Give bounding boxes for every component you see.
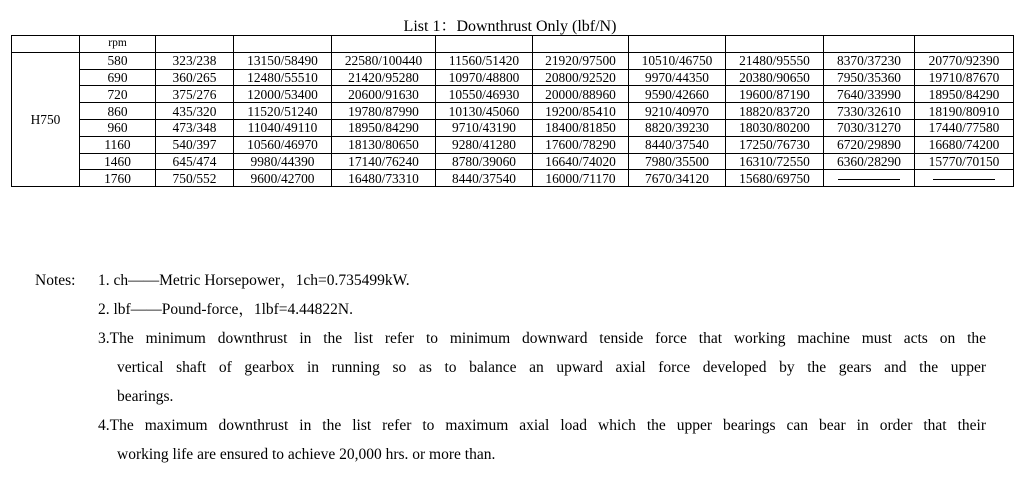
value-cell: 9970/44350: [629, 69, 726, 86]
value-cell: 20600/91630: [332, 86, 436, 103]
list-title: List 1：Downthrust Only (lbf/N): [403, 18, 617, 35]
value-cell: 7030/31270: [824, 119, 915, 136]
empty-header-cell: [234, 36, 332, 53]
value-cell: 9280/41280: [436, 136, 533, 153]
value-cell: 20380/90650: [726, 69, 824, 86]
value-cell: 9980/44390: [234, 153, 332, 170]
value-cell: 10130/45060: [436, 103, 533, 120]
value-cell: 360/265: [156, 69, 234, 86]
value-cell: 20770/92390: [915, 52, 1014, 69]
note-3-line-3: bearings.: [117, 388, 174, 405]
table-row: [12, 69, 1014, 86]
table-row: [12, 153, 1014, 170]
value-cell: 17140/76240: [332, 153, 436, 170]
empty-header-cell: [533, 36, 629, 53]
value-cell: 18950/84290: [915, 86, 1014, 103]
value-cell: 6360/28290: [824, 153, 915, 170]
value-cell: 10560/46970: [234, 136, 332, 153]
table-body: [12, 36, 1014, 187]
value-cell: 10550/46930: [436, 86, 533, 103]
empty-header-cell: [726, 36, 824, 53]
value-cell: 8820/39230: [629, 119, 726, 136]
downthrust-table: [11, 35, 1014, 187]
value-cell: 10970/48800: [436, 69, 533, 86]
rpm-cell: 860: [80, 103, 156, 120]
value-cell: 20800/92520: [533, 69, 629, 86]
value-cell: 9590/42660: [629, 86, 726, 103]
value-cell: 9710/43190: [436, 119, 533, 136]
note-4-line-2: working life are ensured to achieve 20,000 hrs. or more than.: [117, 446, 496, 463]
value-cell: 18190/80910: [915, 103, 1014, 120]
value-cell: 21420/95280: [332, 69, 436, 86]
rpm-cell: 1760: [80, 170, 156, 187]
note-4-line-1: 4.The maximum downthrust in the list refer to maximum axial load which the upper bearings can bear in order that their: [98, 417, 986, 434]
value-cell: 21920/97500: [533, 52, 629, 69]
value-cell: 16640/74020: [533, 153, 629, 170]
value-cell: 7640/33990: [824, 86, 915, 103]
table-row: [12, 136, 1014, 153]
value-cell: 19600/87190: [726, 86, 824, 103]
value-cell: 17250/76730: [726, 136, 824, 153]
value-cell: 16480/73310: [332, 170, 436, 187]
value-cell: 11560/51420: [436, 52, 533, 69]
value-cell: 7670/34120: [629, 170, 726, 187]
rpm-cell: 720: [80, 86, 156, 103]
rpm-cell: 690: [80, 69, 156, 86]
rpm-cell: 1160: [80, 136, 156, 153]
value-cell: 22580/100440: [332, 52, 436, 69]
value-cell: 540/397: [156, 136, 234, 153]
table-header-row: [12, 36, 1014, 53]
empty-header-cell: [436, 36, 533, 53]
value-cell: 20000/88960: [533, 86, 629, 103]
value-cell: 13150/58490: [234, 52, 332, 69]
value-cell: 7950/35360: [824, 69, 915, 86]
value-cell: 12480/55510: [234, 69, 332, 86]
empty-header-cell: [915, 36, 1014, 53]
empty-header-cell: [629, 36, 726, 53]
value-cell: 9600/42700: [234, 170, 332, 187]
value-cell: 8370/37230: [824, 52, 915, 69]
empty-header-cell: [332, 36, 436, 53]
value-cell: 8440/37540: [436, 170, 533, 187]
value-cell: 19710/87670: [915, 69, 1014, 86]
value-cell: 750/552: [156, 170, 234, 187]
dash-line: [933, 179, 995, 180]
value-cell: 19200/85410: [533, 103, 629, 120]
value-cell: 11040/49110: [234, 119, 332, 136]
empty-header-cell: [12, 36, 80, 53]
value-cell: 15680/69750: [726, 170, 824, 187]
value-cell: 435/320: [156, 103, 234, 120]
value-cell: 16310/72550: [726, 153, 824, 170]
value-cell: 7980/35500: [629, 153, 726, 170]
table-row: [12, 103, 1014, 120]
value-cell: 17440/77580: [915, 119, 1014, 136]
empty-header-cell: [824, 36, 915, 53]
value-cell: 12000/53400: [234, 86, 332, 103]
rpm-cell: 580: [80, 52, 156, 69]
value-cell: 17600/78290: [533, 136, 629, 153]
value-cell: 18950/84290: [332, 119, 436, 136]
table-row: [12, 86, 1014, 103]
table-row: [12, 52, 1014, 69]
value-cell: 323/238: [156, 52, 234, 69]
value-cell: 8440/37540: [629, 136, 726, 153]
value-cell: 9210/40970: [629, 103, 726, 120]
empty-header-cell: [156, 36, 234, 53]
value-cell: 7330/32610: [824, 103, 915, 120]
value-cell: 16680/74200: [915, 136, 1014, 153]
value-cell: 6720/29890: [824, 136, 915, 153]
value-cell: 16000/71170: [533, 170, 629, 187]
note-3-line-2: vertical shaft of gearbox in running so as to balance an upward axial force developed by the gears and the upper: [117, 359, 986, 376]
value-cell: 473/348: [156, 119, 234, 136]
value-cell: 21480/95550: [726, 52, 824, 69]
table-row: [12, 119, 1014, 136]
value-cell: 15770/70150: [915, 153, 1014, 170]
notes-label: Notes:: [35, 272, 76, 289]
value-cell: 18400/81850: [533, 119, 629, 136]
value-cell: 19780/87990: [332, 103, 436, 120]
rpm-cell: 960: [80, 119, 156, 136]
empty-value-dash: [915, 170, 1014, 187]
empty-value-dash: [824, 170, 915, 187]
note-3-line-1: 3.The minimum downthrust in the list refer to minimum downward tenside force that working machine must acts on the: [98, 330, 986, 347]
table-row: [12, 170, 1014, 187]
value-cell: 18030/80200: [726, 119, 824, 136]
value-cell: 10510/46750: [629, 52, 726, 69]
value-cell: 18130/80650: [332, 136, 436, 153]
dash-line: [838, 179, 900, 180]
rpm-cell: 1460: [80, 153, 156, 170]
rpm-header: rpm: [80, 36, 156, 53]
value-cell: 18820/83720: [726, 103, 824, 120]
value-cell: 11520/51240: [234, 103, 332, 120]
value-cell: 645/474: [156, 153, 234, 170]
note-1: 1. ch——Metric Horsepower，1ch=0.735499kW.: [98, 272, 410, 289]
value-cell: 375/276: [156, 86, 234, 103]
value-cell: 8780/39060: [436, 153, 533, 170]
model-cell: H750: [12, 52, 80, 186]
note-2: 2. lbf——Pound-force，1lbf=4.44822N.: [98, 301, 353, 318]
